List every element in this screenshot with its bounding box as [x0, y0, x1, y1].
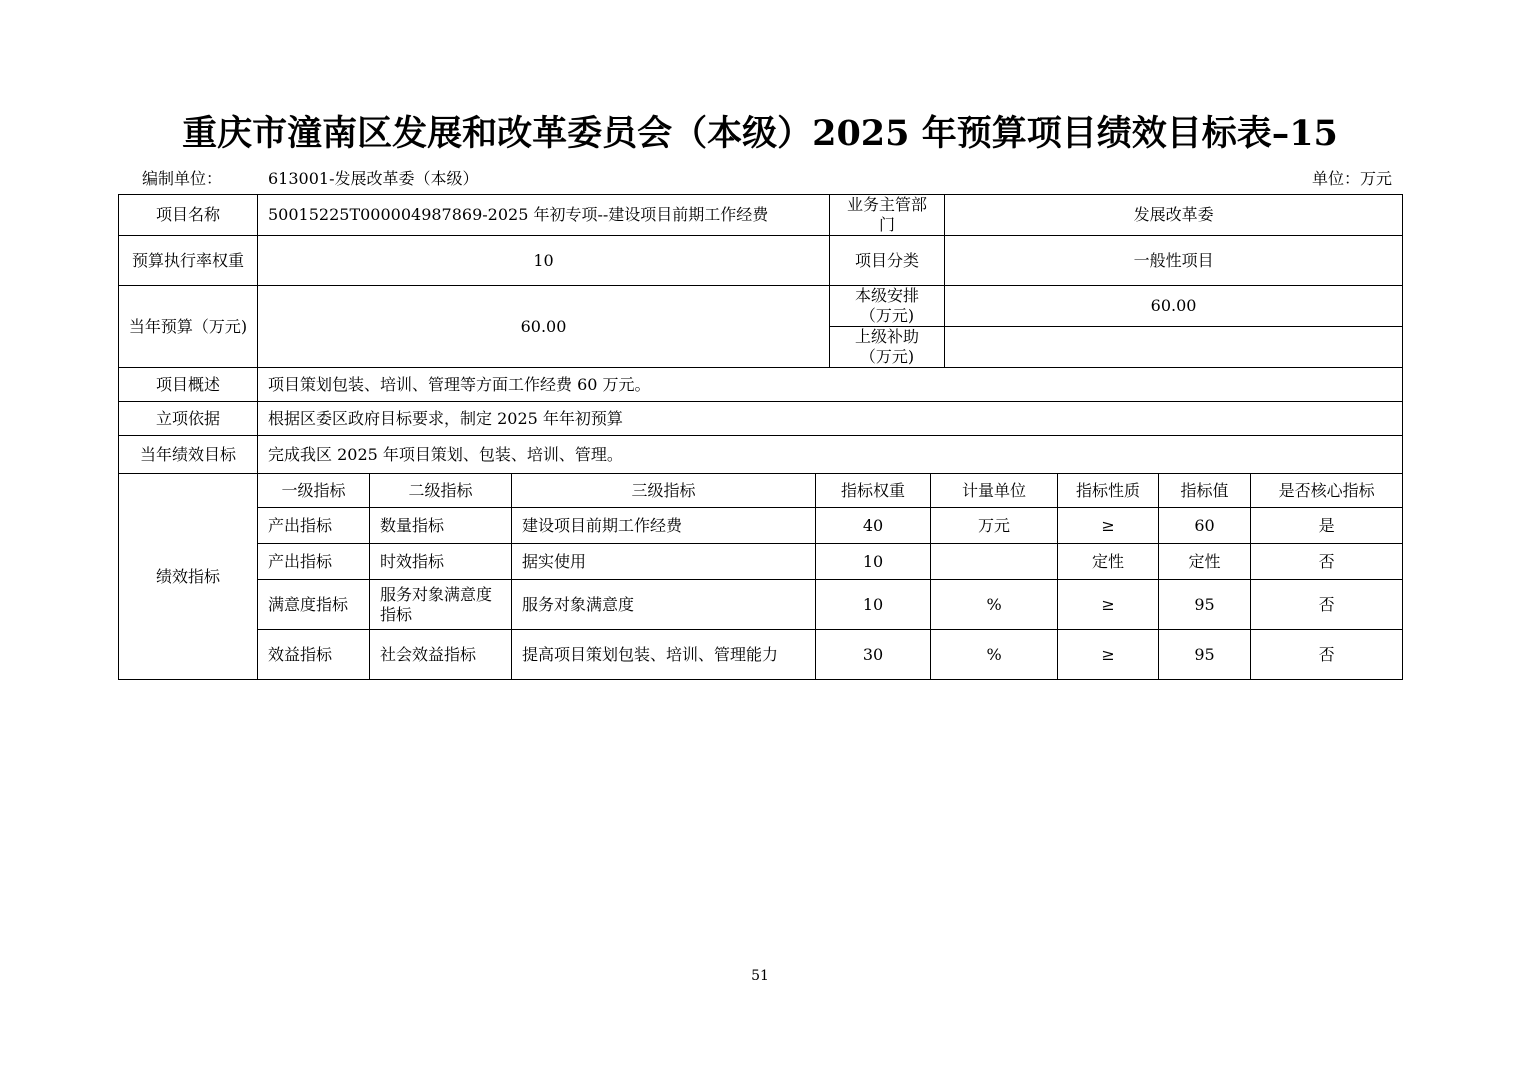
header-level3: 三级指标 — [512, 474, 816, 508]
basis-label: 立项依据 — [119, 402, 258, 436]
indicator-nature: ≥ — [1058, 580, 1159, 630]
indicator-header-row — [119, 474, 1403, 508]
indicator-level2: 数量指标 — [370, 508, 512, 544]
indicator-level3: 建设项目前期工作经费 — [512, 508, 816, 544]
header-nature: 指标性质 — [1058, 474, 1159, 508]
indicator-nature: ≥ — [1058, 630, 1159, 680]
indicator-level2: 时效指标 — [370, 544, 512, 580]
local-value: 60.00 — [945, 286, 1403, 327]
indicator-level1: 效益指标 — [258, 630, 370, 680]
project-name-row — [119, 195, 1403, 236]
indicator-level1: 产出指标 — [258, 544, 370, 580]
upper-value — [945, 327, 1403, 368]
page-title: 重庆市潼南区发展和改革委员会（本级）2025 年预算项目绩效目标表–15 — [182, 113, 1338, 154]
weight-label: 预算执行率权重 — [119, 236, 258, 286]
indicator-level3: 服务对象满意度 — [512, 580, 816, 630]
indicator-nature: 定性 — [1058, 544, 1159, 580]
indicator-value: 95 — [1159, 630, 1251, 680]
indicator-weight: 10 — [816, 544, 931, 580]
indicator-level3: 据实使用 — [512, 544, 816, 580]
indicator-core: 是 — [1251, 508, 1403, 544]
compiler-value: 613001-发展改革委（本级） — [268, 169, 479, 188]
indicator-value: 定性 — [1159, 544, 1251, 580]
indicator-level2: 社会效益指标 — [370, 630, 512, 680]
indicator-level2: 服务对象满意度指标 — [370, 580, 512, 630]
table-row — [119, 508, 1403, 544]
category-label: 项目分类 — [830, 236, 945, 286]
indicator-weight: 10 — [816, 580, 931, 630]
page-number: 51 — [751, 968, 769, 984]
budget-row — [119, 286, 1403, 327]
indicator-unit: 万元 — [931, 508, 1058, 544]
compiler-label: 编制单位： — [142, 169, 223, 188]
weight-row — [119, 236, 1403, 286]
goal-label: 当年绩效目标 — [119, 436, 258, 474]
header-core: 是否核心指标 — [1251, 474, 1403, 508]
basis-value: 根据区委区政府目标要求，制定 2025 年年初预算 — [258, 402, 1403, 436]
indicator-core: 否 — [1251, 580, 1403, 630]
project-name-label: 项目名称 — [119, 195, 258, 236]
overview-value: 项目策划包装、培训、管理等方面工作经费 60 万元。 — [258, 368, 1403, 402]
indicator-nature: ≥ — [1058, 508, 1159, 544]
budget-label: 当年预算（万元) — [119, 286, 258, 368]
indicator-unit: % — [931, 580, 1058, 630]
dept-label: 业务主管部门 — [830, 195, 945, 236]
goal-value: 完成我区 2025 年项目策划、包装、培训、管理。 — [258, 436, 1403, 474]
project-name-value: 50015225T000004987869-2025 年初专项--建设项目前期工作经费 — [258, 195, 830, 236]
overview-label: 项目概述 — [119, 368, 258, 402]
table-row — [119, 630, 1403, 680]
local-label: 本级安排（万元) — [830, 286, 945, 327]
indicator-level3: 提高项目策划包装、培训、管理能力 — [512, 630, 816, 680]
indicator-weight: 40 — [816, 508, 931, 544]
category-value: 一般性项目 — [945, 236, 1403, 286]
budget-value: 60.00 — [258, 286, 830, 368]
indicator-level1: 满意度指标 — [258, 580, 370, 630]
header-level1: 一级指标 — [258, 474, 370, 508]
indicator-level1: 产出指标 — [258, 508, 370, 544]
dept-value: 发展改革委 — [945, 195, 1403, 236]
indicator-core: 否 — [1251, 630, 1403, 680]
table-row — [119, 544, 1403, 580]
indicator-unit: % — [931, 630, 1058, 680]
header-level2: 二级指标 — [370, 474, 512, 508]
indicator-value: 60 — [1159, 508, 1251, 544]
header-value: 指标值 — [1159, 474, 1251, 508]
indicator-weight: 30 — [816, 630, 931, 680]
performance-table — [118, 194, 1403, 680]
perf-label: 绩效指标 — [119, 474, 258, 680]
indicator-core: 否 — [1251, 544, 1403, 580]
upper-label: 上级补助（万元) — [830, 327, 945, 368]
goal-row — [119, 436, 1403, 474]
overview-row — [119, 368, 1403, 402]
header-weight: 指标权重 — [816, 474, 931, 508]
indicator-unit — [931, 544, 1058, 580]
weight-value: 10 — [258, 236, 830, 286]
indicator-value: 95 — [1159, 580, 1251, 630]
basis-row — [119, 402, 1403, 436]
header-unit: 计量单位 — [931, 474, 1058, 508]
currency-unit: 单位：万元 — [1311, 169, 1392, 188]
table-row — [119, 580, 1403, 630]
